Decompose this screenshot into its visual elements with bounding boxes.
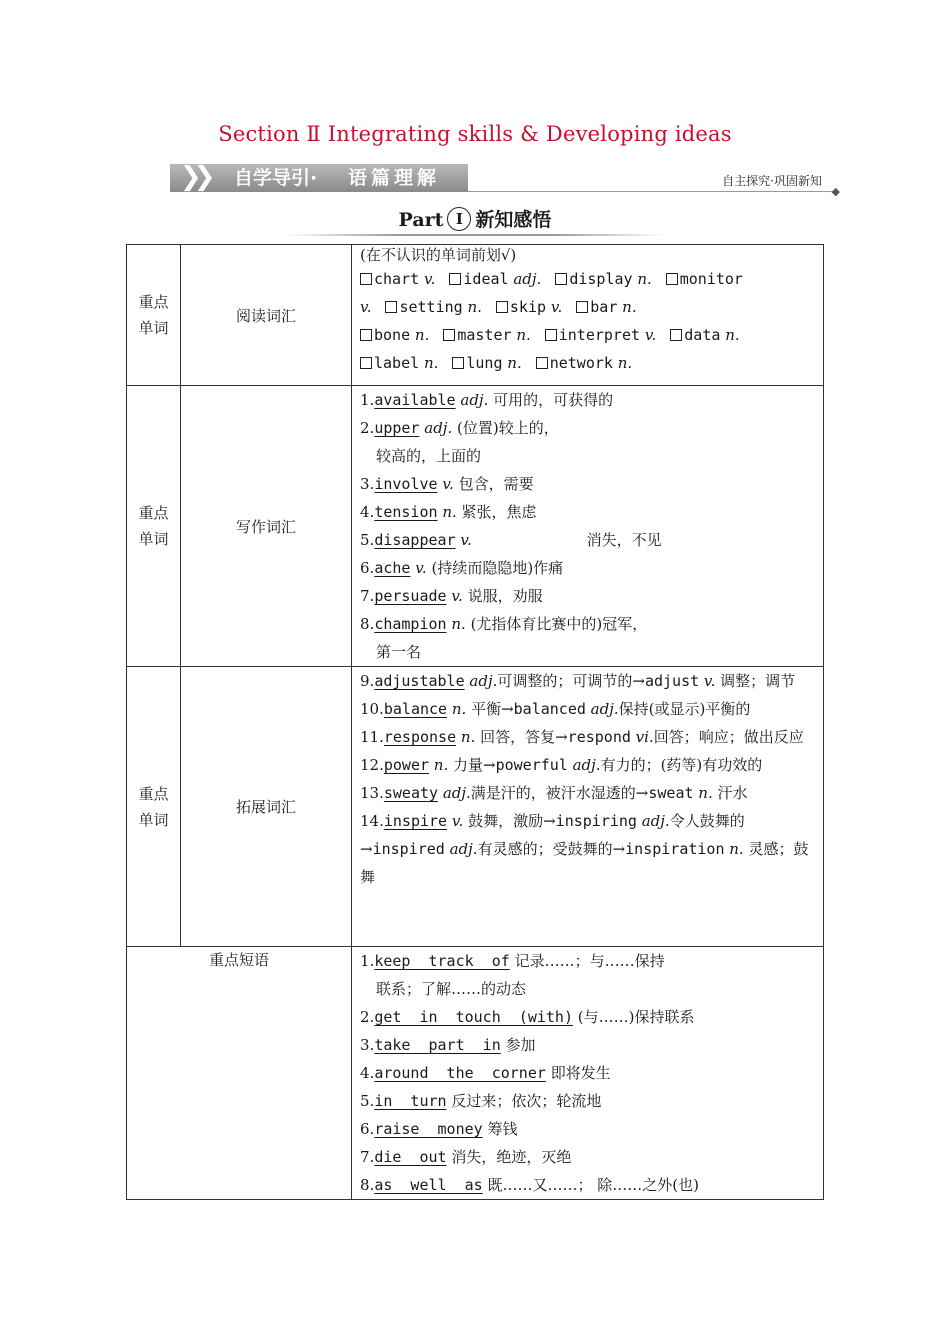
item-pos: v. [460,531,472,549]
word-pos: n. [637,270,652,288]
writing-item [360,470,815,498]
checkbox-icon [536,357,548,369]
item-number: 1. [360,952,375,970]
item-pos: n. [724,840,744,858]
row-subcategory: 阅读词汇 [181,245,352,386]
item-meaning: 灵感；鼓舞 [360,840,809,886]
item-number: 12. [360,756,384,774]
phrase-item [360,947,815,975]
diamond-icon: ◆ [831,185,840,198]
item-pos: adj. [636,812,670,830]
reading-word-line [360,293,815,321]
item-pos: adj. [424,419,453,437]
word-text: data [684,326,721,344]
item-meaning-continued: 第一名 [376,643,422,661]
item-pos: n. [693,784,713,802]
checkbox-icon [360,273,372,285]
phrase-item [360,1031,815,1059]
derived-word: sweat [648,784,694,802]
writing-item [360,526,815,554]
reading-word-item [496,298,562,316]
phrases-row [127,947,824,1200]
word-text: monitor [679,270,743,288]
item-number: 3. [360,1036,375,1054]
word-text: lung [466,354,503,372]
item-pos: adj. [469,672,498,690]
word-pos: n. [725,326,740,344]
phrase-item [360,1143,815,1171]
derived-word: balanced [513,700,586,718]
row-subcategory: 拓展词汇 [181,667,352,947]
item-meaning: 有灵感的；受鼓舞的→ [477,840,626,858]
word-text: bar [590,298,618,316]
item-number: 9. [360,672,375,690]
item-meaning: 平衡→ [466,700,514,718]
phrase-item [360,1087,815,1115]
row-category: 重点 单词 [127,386,181,667]
part-heading [0,205,950,232]
checkbox-icon [452,357,464,369]
reading-word-item [443,326,530,344]
item-number: 7. [360,587,375,605]
item-pos: v. [451,587,463,605]
item-meaning: 说服，劝服 [467,587,543,605]
reading-word-item [555,270,651,288]
banner-label-b: 语篇理解 [348,167,441,189]
writing-item [360,554,815,582]
item-pos: vi. [630,728,654,746]
derived-word: inspiring [555,812,637,830]
writing-item [360,610,815,638]
item-number: 7. [360,1148,375,1166]
row-category: 重点 单词 [127,667,181,947]
derived-word: respond [567,728,631,746]
word-text: ideal [463,270,509,288]
item-meaning: 有力的；(药等)有功效的 [600,756,763,774]
vocabulary-table [126,244,824,1200]
reading-word-item [449,270,541,288]
item-number: 2. [360,419,375,437]
instruction-text: (在不认识的单词前划√) [360,246,517,264]
checkbox-icon [670,329,682,341]
word-text: display [569,270,633,288]
reading-word-line [360,349,815,377]
row-subcategory: 写作词汇 [181,386,352,667]
item-word: upper [374,419,420,437]
reading-word-item [576,298,636,316]
item-pos: adj. [442,784,471,802]
derived-word: adjust [644,672,700,690]
item-meaning: 紧张，焦虑 [461,503,537,521]
item-number: 14. [360,812,384,830]
writing-item [360,498,815,526]
part-underline [285,234,665,236]
item-meaning: 汗水 [712,784,748,802]
item-meaning: 回答；响应；做出反应 [653,728,804,746]
reading-word-item [452,354,521,372]
writing-item [360,386,815,414]
item-pos: n. [433,756,449,774]
phrase-meaning-continued: 联系；了解……的动态 [376,980,527,998]
phrase-meaning: 反过来；依次；轮流地 [451,1092,602,1110]
extend-item [360,751,815,779]
phrase-text: as well as [374,1176,483,1194]
phrase-meaning: 记录……；与……保持 [514,952,665,970]
writing-words-cell [352,386,824,667]
phrase-text: take part in [374,1036,501,1054]
word-pos: n. [423,354,439,372]
word-pos: n. [507,354,522,372]
derived-word: inspiration [625,840,725,858]
item-pos: adj. [460,391,489,409]
writing-item [360,582,815,610]
word-pos: adj. [513,270,542,288]
phrase-meaning: 既……又……； 除……之外(也) [487,1176,699,1194]
item-pos: adj. [567,756,601,774]
extend-item [360,723,815,751]
item-word: adjustable [374,672,465,690]
part-number-badge: Ⅰ [447,207,471,231]
item-word: involve [374,475,438,493]
chevron-right-icon: ❯❯ [180,162,208,192]
item-number: 11. [360,728,384,746]
item-meaning: 力量→ [448,756,496,774]
item-pos: n. [451,615,466,633]
reading-word-item [666,270,743,288]
writing-row [127,386,824,667]
item-number: 8. [360,615,375,633]
item-word: disappear [374,531,456,549]
extend-words-cell [352,667,824,947]
item-meaning: 消失，不见 [586,531,662,549]
item-pos: v. [451,812,464,830]
reading-word-line [360,321,815,349]
item-number: 4. [360,1064,375,1082]
reading-row [127,245,824,386]
row-category: 重点 单词 [127,245,181,386]
word-text: setting [399,298,463,316]
word-pos: n. [467,298,482,316]
item-pos: v. [415,559,427,577]
checkbox-icon [545,329,557,341]
item-meaning: 鼓舞，激励→ [463,812,556,830]
phrase-meaning: (与……)保持联系 [577,1008,695,1026]
part-name: 新知感悟 [475,209,552,231]
reading-word-item [360,326,429,344]
checkbox-icon [449,273,461,285]
item-number: 2. [360,1008,375,1026]
item-word: balance [383,700,448,718]
item-word: response [383,728,457,746]
derived-word: powerful [495,756,568,774]
checkbox-icon [496,301,508,313]
item-meaning: (位置)较上的， [457,419,559,437]
item-number: 10. [360,700,384,718]
phrase-meaning: 即将发生 [550,1064,611,1082]
item-pos: n. [451,700,467,718]
extend-item [360,807,815,891]
word-text: interpret [558,326,641,344]
writing-item [360,414,815,442]
item-meaning: 满是汗的，被汗水湿透的→ [470,784,649,802]
banner-label-a: 自学导引· [234,167,318,189]
phrases-cell [352,947,824,1200]
reading-word-item [670,326,739,344]
item-pos: n. [460,728,476,746]
item-meaning: (尤指体育比赛中的)冠军， [470,615,648,633]
phrase-meaning: 参加 [505,1036,536,1054]
word-pos: n. [516,326,531,344]
reading-word-item [360,270,435,288]
phrase-item [360,1059,815,1087]
phrase-text: get in touch (with) [374,1008,573,1026]
section-banner [170,162,840,198]
phrase-item [360,1115,815,1143]
word-pos: v. [644,326,657,344]
word-pos: n. [622,298,637,316]
derived-word: inspired [372,840,445,858]
phrase-text: around the corner [374,1064,546,1082]
item-meaning-continued: 较高的，上面的 [376,447,482,465]
item-number: 1. [360,391,375,409]
item-pos: adj. [444,840,478,858]
section-title: Section Ⅱ Integrating skills & Developing ideas [218,122,732,146]
word-text: chart [374,270,420,288]
item-number: 5. [360,1092,375,1110]
phrase-text: raise money [374,1120,483,1138]
word-text: network [549,354,613,372]
word-text: label [374,354,420,372]
extend-item [360,695,815,723]
item-pos: adj. [585,700,619,718]
word-pos: v. [550,298,563,316]
item-word: persuade [374,587,447,605]
item-pos: v. [699,672,716,690]
phrase-text: in turn [374,1092,447,1110]
word-pos: v. [360,298,372,316]
item-pos: n. [442,503,457,521]
phrase-meaning: 消失，绝迹，灭绝 [451,1148,572,1166]
reading-word-item [545,326,657,344]
word-pos: n. [617,354,633,372]
checkbox-icon [360,329,372,341]
word-text: skip [509,298,547,316]
reading-word-item [536,354,632,372]
item-word: champion [374,615,447,633]
item-meaning: 可用的，可获得的 [493,391,614,409]
extend-item [360,667,815,695]
item-pos: v. [442,475,454,493]
banner-right-label: 自主探究·巩固新知 [722,174,822,188]
extend-item [360,779,815,807]
item-meaning: 令人鼓舞的→ [360,812,745,858]
phrase-item [360,1003,815,1031]
item-word: available [374,391,456,409]
checkbox-icon [360,357,372,369]
row-category: 重点短语 [127,947,352,1200]
item-meaning: 包含，需要 [458,475,534,493]
part-label: Part [398,209,444,231]
item-number: 6. [360,1120,375,1138]
item-word: tension [374,503,438,521]
item-meaning: 回答，答复→ [475,728,568,746]
word-pos: v. [423,270,436,288]
reading-word-item [360,354,438,372]
item-number: 5. [360,531,375,549]
item-word: ache [374,559,411,577]
phrase-text: keep track of [374,952,510,970]
item-word: power [383,756,430,774]
item-number: 4. [360,503,375,521]
item-word: sweaty [383,784,439,802]
checkbox-icon [443,329,455,341]
item-meaning: 保持(或显示)平衡的 [618,700,751,718]
item-meaning: (持续而隐隐地)作痛 [431,559,564,577]
item-number: 13. [360,784,384,802]
banner-divider [468,191,834,192]
item-number: 8. [360,1176,375,1194]
phrase-text: die out [374,1148,447,1166]
word-pos: n. [414,326,430,344]
checkbox-icon [385,301,397,313]
item-meaning: 调整；调节 [715,672,796,690]
word-text: bone [374,326,411,344]
reading-word-item [385,298,481,316]
item-number: 3. [360,475,375,493]
checkbox-icon [576,301,588,313]
reading-word-line [360,265,815,293]
phrase-item [360,1171,815,1199]
word-text: master [457,326,512,344]
reading-words-cell [352,245,824,386]
extend-row [127,667,824,947]
checkbox-icon [555,273,567,285]
item-number: 6. [360,559,375,577]
phrase-meaning: 筹钱 [487,1120,518,1138]
checkbox-icon [666,273,678,285]
item-word: inspire [383,812,448,830]
item-meaning: 可调整的；可调节的→ [497,672,645,690]
